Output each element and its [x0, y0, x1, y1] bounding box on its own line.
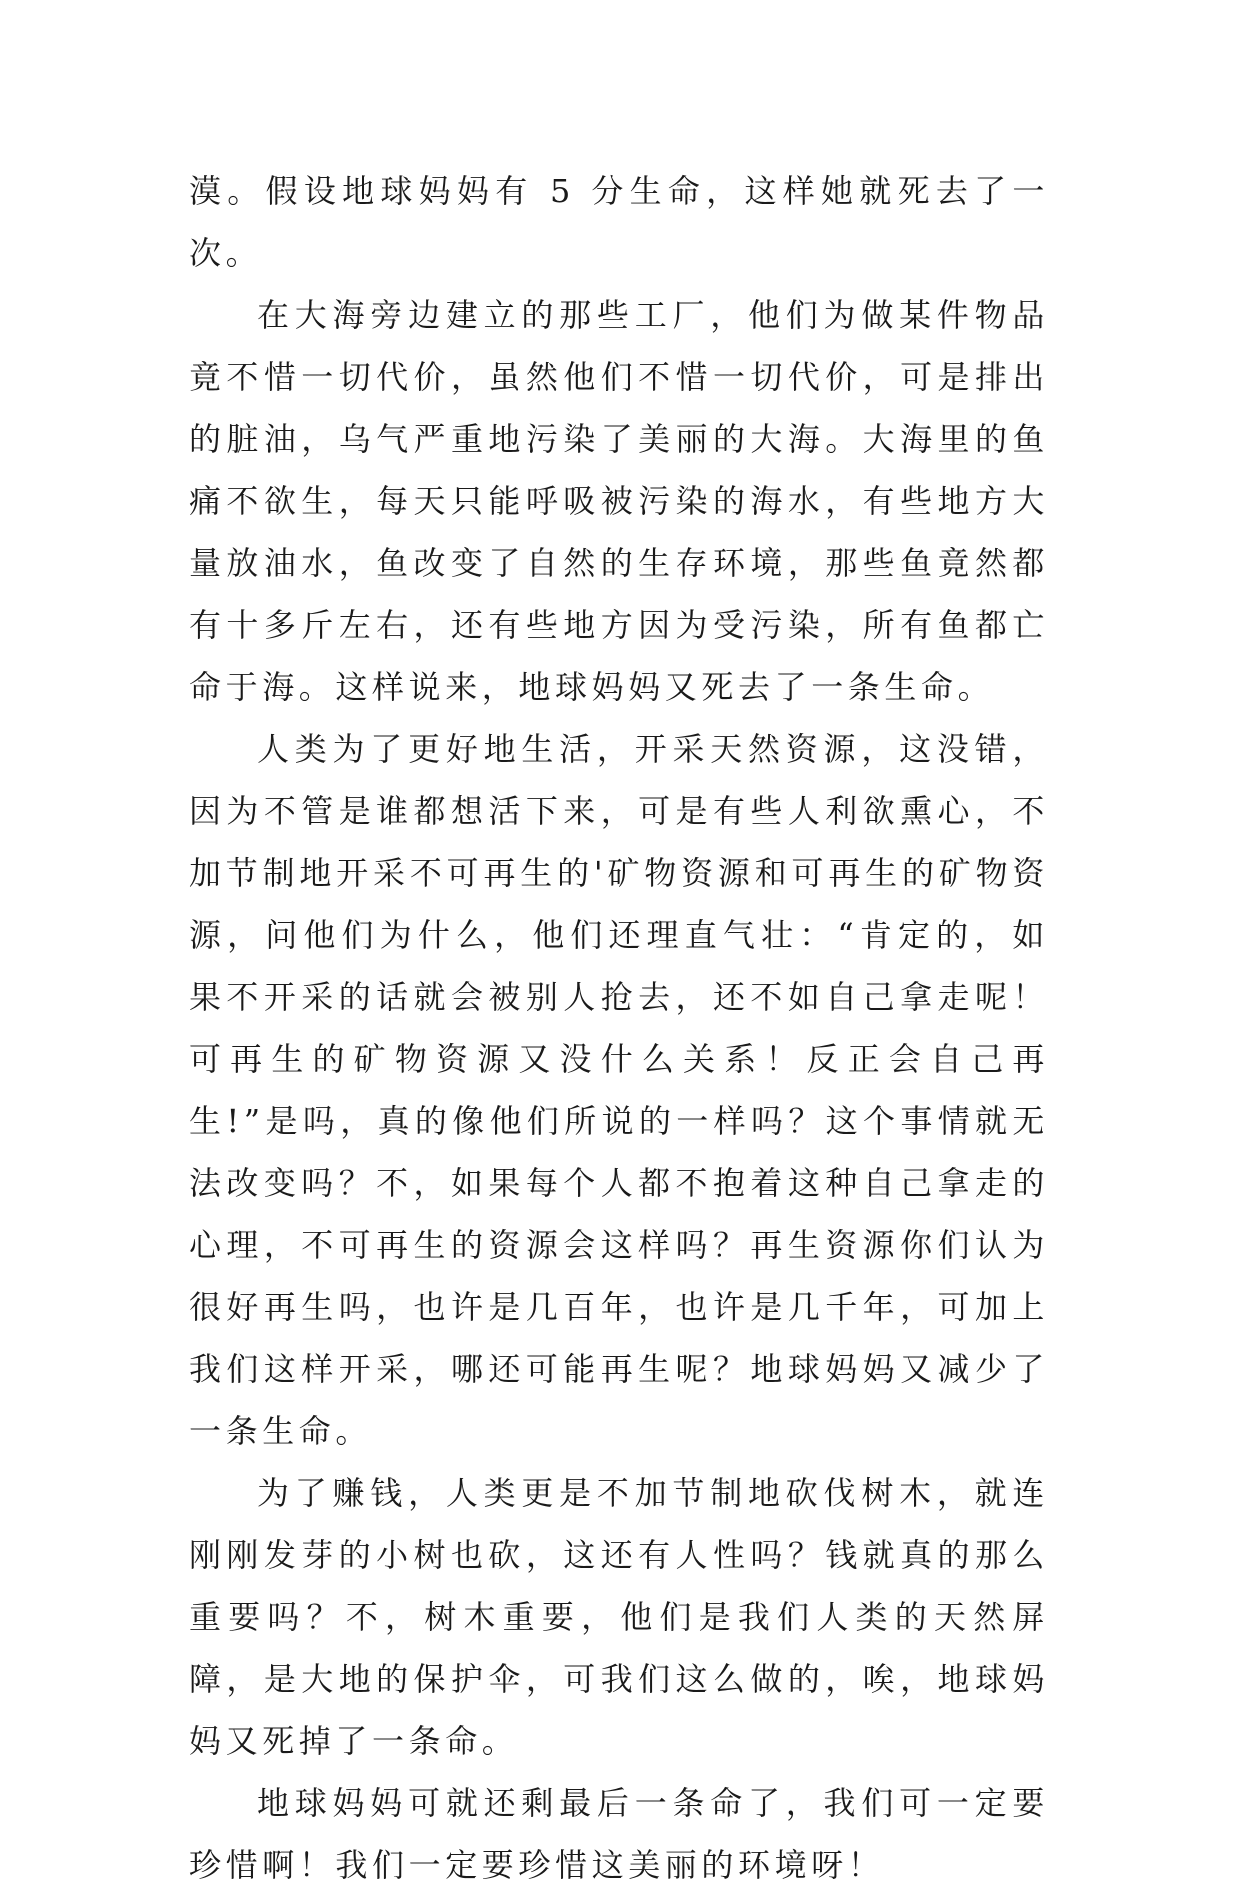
paragraph-trees: 为了赚钱，人类更是不加节制地砍伐树木，就连刚刚发芽的小树也砍，这还有人性吗？钱就真的那么重要吗？不，树木重要，他们是我们人类的天然屏障，是大地的保护伞，可我们这么做的，唉，地球妈妈又死掉了一条命。 [189, 1474, 1049, 1760]
paragraph-resources: 人类为了更好地生活，开采天然资源，这没错，因为不管是谁都想活下来，可是有些人利欲熏心，不加节制地开采不可再生的'矿物资源和可再生的矿物资源，问他们为什么，他们还理直气壮：“肯定的，如果不开采的话就会被别人抢去，还不如自己拿走呢！可再生的矿物资源又没什么关系！反正会自己再生!”是吗，真的像他们所说的一样吗？这个事情就无法改变吗？不，如果每个人都不抱着这种自己拿走的心理，不可再生的资源会这样吗？再生资源你们认为很好再生吗，也许是几百年，也许是几千年，可加上我们这样开采，哪还可能再生呢？地球妈妈又减少了一条生命。 [189, 730, 1049, 1450]
paragraph-factories: 在大海旁边建立的那些工厂，他们为做某件物品竟不惜一切代价，虽然他们不惜一切代价，可是排出的脏油，乌气严重地污染了美丽的大海。大海里的鱼痛不欲生，每天只能呼吸被污染的海水，有些地方大量放油水，鱼改变了自然的生存环境，那些鱼竟然都有十多斤左右，还有些地方因为受污染，所有鱼都亡命于海。这样说来，地球妈妈又死去了一条生命。 [189, 296, 1049, 706]
paragraph-continuation: 漠。假设地球妈妈有 5 分生命，这样她就死去了一次。 [189, 172, 1049, 272]
paragraph-conclusion: 地球妈妈可就还剩最后一条命了，我们可一定要珍惜啊！我们一定要珍惜这美丽的环境呀！ [189, 1784, 1049, 1884]
body-text [189, 160, 1049, 1896]
